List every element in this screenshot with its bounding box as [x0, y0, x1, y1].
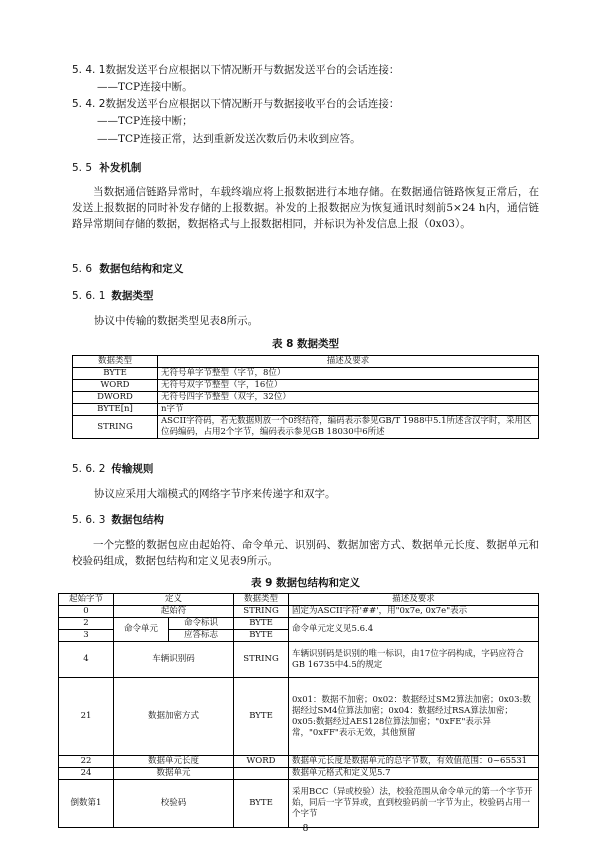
section-number: 5. 6. 3 [72, 514, 106, 526]
paragraph-data-types: 协议中传输的数据类型见表8所示。 [94, 315, 259, 327]
table-cell: 车辆识别码是识别的唯一标识，由17位字码构成，字码应符合GB 16735中4.5的规定 [289, 642, 539, 678]
table-9 [58, 593, 539, 828]
table-header-row [59, 594, 539, 606]
section-title: 补发机制 [99, 162, 142, 174]
list-item: ——TCP连接中断。 [97, 81, 193, 93]
table-cell: 数据单元长度 [114, 756, 234, 768]
paragraph-resend: 当数据通信链路异常时，车载终端应将上报数据进行本地存储。在数据通信链路恢复正常后，在发送上报数据的同时补发存储的上报数据。补发的上报数据应为恢复通讯时刻前5×24 h内，通信链路异常期间存储的数据，数据格式与上报数据相同，并标识为补发信息上报（0x03）。 [72, 186, 539, 230]
table-cell: 无符号四字节整型（双字，32位） [158, 392, 539, 404]
table-row [73, 392, 539, 404]
table-cell: 3 [59, 630, 114, 642]
section-title: 数据类型 [111, 290, 154, 302]
table-cell: 21 [59, 678, 114, 756]
section-5-4-2 [72, 97, 399, 111]
table-cell: STRING [234, 642, 289, 678]
table-header: 起始字节 [59, 594, 114, 606]
table-cell: DWORD [73, 392, 158, 404]
table-cell: 采用BCC（异或校验）法，校验范围从命令单元的第一个字节开始，同后一字节异或，直到校验码前一字节为止，校验码占用一个字节 [289, 780, 539, 828]
table-row [59, 780, 539, 828]
table-cell: n字节 [158, 404, 539, 416]
section-number: 5. 4. 1 [72, 64, 106, 76]
list-item: ——TCP连接正常，达到重新发送次数后仍未收到应答。 [97, 133, 361, 145]
table-row [59, 756, 539, 768]
list-item: ——TCP连接中断； [97, 115, 193, 127]
table-cell: STRING [234, 606, 289, 618]
table-cell: 4 [59, 642, 114, 678]
section-5-6-2-heading [72, 462, 153, 476]
table-cell: 校验码 [114, 780, 234, 828]
table-cell: 数据单元格式和定义见5.7 [289, 768, 539, 780]
table-row [59, 678, 539, 756]
table-header: 描述及要求 [289, 594, 539, 606]
table-cell: BYTE[n] [73, 404, 158, 416]
table-cell: 数据单元长度是数据单元的总字节数，有效值范围：0~65531 [289, 756, 539, 768]
table-cell: 数据加密方式 [114, 678, 234, 756]
table-cell: BYTE [234, 780, 289, 828]
table-cell: 0x01：数据不加密；0x02：数据经过SM2算法加密；0x03:数据经过SM4位算法加密；0x04：数据经过RSA算法加密；0x05:数据经过AES128位算法加密；"0xFE"表示异常，"0xFF"表示无效，其他预留 [289, 678, 539, 756]
table-cell: 命令单元 [114, 618, 169, 642]
table-cell: WORD [73, 380, 158, 392]
table-cell: STRING [73, 416, 158, 439]
table-row [73, 404, 539, 416]
section-5-5-heading [72, 161, 141, 175]
table-cell: 无符号单字节整型（字节，8位） [158, 368, 539, 380]
section-number: 5. 6. 1 [72, 290, 106, 302]
section-title: 传输规则 [111, 463, 154, 475]
table-header: 描述及要求 [158, 356, 539, 368]
table-row [73, 368, 539, 380]
table-cell: 起始符 [114, 606, 234, 618]
table-cell: BYTE [234, 678, 289, 756]
table-cell: 0 [59, 606, 114, 618]
table-cell: BYTE [234, 630, 289, 642]
table-cell: 应答标志 [169, 630, 234, 642]
section-number: 5. 4. 2 [72, 98, 106, 110]
table-row [59, 606, 539, 618]
table-cell: 数据单元 [114, 768, 234, 780]
table-8 [72, 355, 539, 439]
table-cell: BYTE [234, 618, 289, 630]
table-cell: ASCII字符码，若无数据则放一个0终结符，编码表示参见GB/T 1988中5.1所述含汉字时，采用区位码编码，占用2个字节，编码表示参见GB 18030中6所述 [158, 416, 539, 439]
table-row [73, 416, 539, 439]
table-header: 数据类型 [234, 594, 289, 606]
section-title: 数据包结构 [111, 514, 164, 526]
table-8-caption: 表 8 数据类型 [271, 338, 340, 350]
table-cell: 车辆识别码 [114, 642, 234, 678]
section-number: 5. 5 [72, 162, 93, 174]
table-cell: 固定为ASCII字符'##'，用"0x7e, 0x7e"表示 [289, 606, 539, 618]
table-header: 数据类型 [73, 356, 158, 368]
table-header-row [73, 356, 539, 368]
paragraph-transmission-rules: 协议应采用大端模式的网络字节序来传递字和双字。 [94, 488, 336, 500]
table-cell: WORD [234, 756, 289, 768]
table-row [59, 768, 539, 780]
table-row [59, 642, 539, 678]
section-number: 5. 6 [72, 263, 93, 275]
table-cell: 命令标识 [169, 618, 234, 630]
section-5-6-heading [72, 262, 183, 276]
page-number: 8 [302, 824, 309, 834]
section-5-6-3-heading [72, 513, 164, 527]
table-header: 定义 [114, 594, 234, 606]
section-title: 数据包结构和定义 [99, 263, 184, 275]
table-cell: 命令单元定义见5.6.4 [289, 618, 539, 642]
paragraph-packet-structure: 一个完整的数据包应由起始符、命令单元、识别码、数据加密方式、数据单元长度、数据单元和校验码组成，数据包结构和定义见表9所示。 [72, 539, 539, 567]
table-cell: 倒数第1 [59, 780, 114, 828]
table-row [73, 380, 539, 392]
section-number: 5. 6. 2 [72, 463, 106, 475]
table-cell [234, 768, 289, 780]
table-cell: 2 [59, 618, 114, 630]
section-text: 数据发送平台应根据以下情况断开与数据发送平台的会话连接： [105, 64, 400, 76]
table-9-caption: 表 9 数据包结构和定义 [250, 577, 361, 589]
section-5-4-1 [72, 63, 399, 77]
table-cell: 无符号双字节整型（字，16位） [158, 380, 539, 392]
table-cell: BYTE [73, 368, 158, 380]
section-5-6-1-heading [72, 289, 153, 303]
table-row [59, 618, 539, 630]
table-cell: 24 [59, 768, 114, 780]
section-text: 数据发送平台应根据以下情况断开与数据接收平台的会话连接： [105, 98, 400, 110]
table-cell: 22 [59, 756, 114, 768]
